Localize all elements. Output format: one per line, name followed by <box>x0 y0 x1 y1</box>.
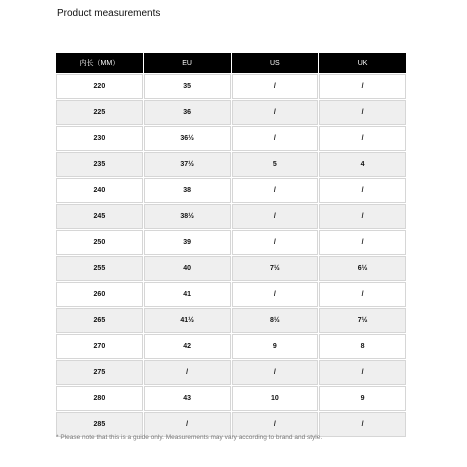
cell-eu: 38 <box>144 178 231 203</box>
cell-uk: / <box>319 282 406 307</box>
cell-us: / <box>232 412 319 437</box>
cell-uk: / <box>319 230 406 255</box>
cell-us: 8½ <box>232 308 319 333</box>
table-header-row <box>56 53 406 73</box>
table-row <box>56 178 406 203</box>
cell-eu: 35 <box>144 74 231 99</box>
cell-us: / <box>232 282 319 307</box>
cell-length: 225 <box>56 100 143 125</box>
cell-uk: 9 <box>319 386 406 411</box>
cell-length: 230 <box>56 126 143 151</box>
table-row <box>56 282 406 307</box>
header-uk: UK <box>319 53 406 73</box>
cell-length: 285 <box>56 412 143 437</box>
page-title: Product measurements <box>57 8 161 19</box>
size-table <box>55 52 407 438</box>
cell-length: 265 <box>56 308 143 333</box>
cell-uk: 4 <box>319 152 406 177</box>
table-row <box>56 204 406 229</box>
cell-uk: 7½ <box>319 308 406 333</box>
cell-length: 240 <box>56 178 143 203</box>
cell-length: 270 <box>56 334 143 359</box>
table-row <box>56 152 406 177</box>
cell-uk: / <box>319 178 406 203</box>
table-row <box>56 386 406 411</box>
cell-length: 275 <box>56 360 143 385</box>
cell-eu: 42 <box>144 334 231 359</box>
cell-eu: / <box>144 360 231 385</box>
table-row <box>56 256 406 281</box>
cell-us: / <box>232 360 319 385</box>
cell-eu: / <box>144 412 231 437</box>
cell-length: 250 <box>56 230 143 255</box>
cell-uk: / <box>319 100 406 125</box>
cell-uk: / <box>319 360 406 385</box>
cell-eu: 36½ <box>144 126 231 151</box>
table-row <box>56 74 406 99</box>
table-row <box>56 100 406 125</box>
table-row <box>56 308 406 333</box>
cell-us: / <box>232 100 319 125</box>
cell-length: 235 <box>56 152 143 177</box>
header-eu: EU <box>144 53 231 73</box>
cell-us: / <box>232 230 319 255</box>
header-us: US <box>232 53 319 73</box>
cell-uk: / <box>319 126 406 151</box>
cell-eu: 38½ <box>144 204 231 229</box>
table-row <box>56 230 406 255</box>
cell-length: 280 <box>56 386 143 411</box>
cell-uk: 8 <box>319 334 406 359</box>
cell-eu: 39 <box>144 230 231 255</box>
cell-us: 10 <box>232 386 319 411</box>
cell-us: / <box>232 178 319 203</box>
cell-eu: 41½ <box>144 308 231 333</box>
cell-us: / <box>232 204 319 229</box>
disclaimer-note: * Please note that this is a guide only. Measurements may vary according to brand and style. <box>56 434 323 441</box>
table-row <box>56 334 406 359</box>
cell-eu: 40 <box>144 256 231 281</box>
cell-uk: / <box>319 204 406 229</box>
cell-length: 220 <box>56 74 143 99</box>
header-inner-length: 内长（MM） <box>56 53 143 73</box>
cell-length: 255 <box>56 256 143 281</box>
cell-eu: 36 <box>144 100 231 125</box>
cell-length: 245 <box>56 204 143 229</box>
cell-us: / <box>232 74 319 99</box>
cell-us: 9 <box>232 334 319 359</box>
cell-us: 5 <box>232 152 319 177</box>
cell-eu: 37½ <box>144 152 231 177</box>
cell-uk: 6½ <box>319 256 406 281</box>
cell-length: 260 <box>56 282 143 307</box>
cell-eu: 41 <box>144 282 231 307</box>
cell-us: 7½ <box>232 256 319 281</box>
cell-us: / <box>232 126 319 151</box>
cell-uk: / <box>319 74 406 99</box>
table-row <box>56 126 406 151</box>
cell-eu: 43 <box>144 386 231 411</box>
cell-uk: / <box>319 412 406 437</box>
table-row <box>56 360 406 385</box>
